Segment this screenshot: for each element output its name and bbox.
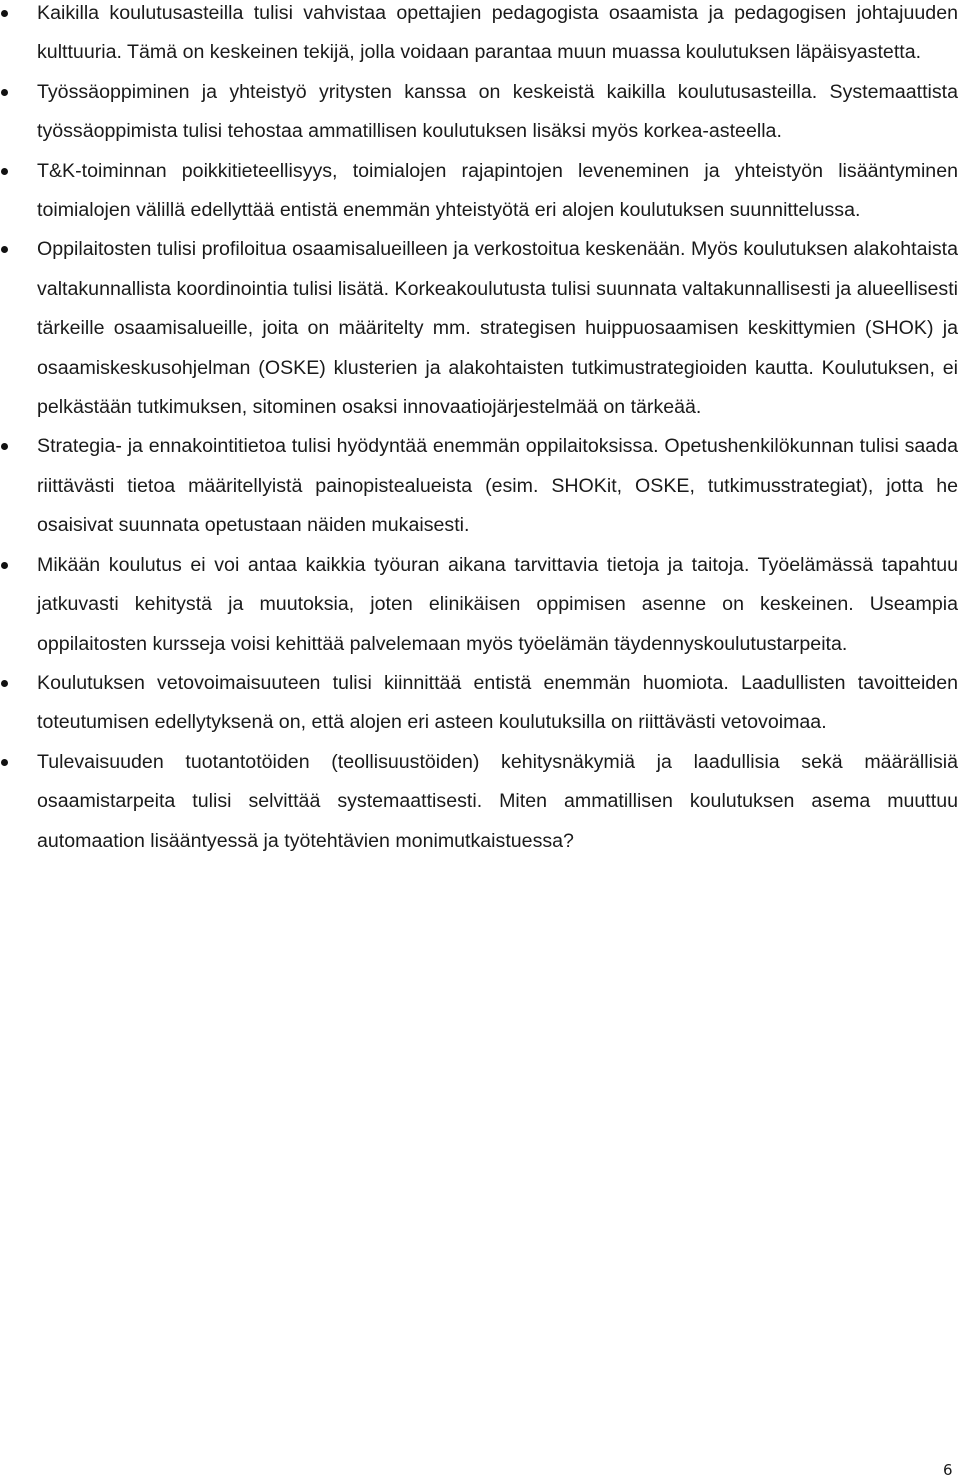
list-item-text: Tulevaisuuden tuotantotöiden (teollisuustöiden) kehitysnäkymiä ja laadullisia sekä määrällisiä osaamistarpeita tulisi selvittää systemaattisesti. Miten ammatillisen koulutuksen asema muuttuu automaation lisääntyessä ja työtehtävien monimutkaistuessa?: [37, 750, 958, 852]
list-item: [0, 546, 960, 664]
page-number: 6: [943, 1461, 953, 1479]
list-item-text: Koulutuksen vetovoimaisuuteen tulisi kiinnittää entistä enemmän huomiota. Laadullisten tavoitteiden toteutumisen edellytyksenä on, että alojen eri asteen koulutuksilla on riittävästi vetovoimaa.: [37, 671, 958, 734]
list-item: [0, 664, 960, 743]
bullet-icon: [1, 168, 8, 175]
list-item-text: Oppilaitosten tulisi profiloitua osaamisalueilleen ja verkostoitua keskenään. Myös koulutuksen alakohtaista valtakunnallista koordinointia tulisi lisätä. Korkeakoulutusta tulisi suunnata valtakunnallisesti ja alueellisesti tärkeille osaamisalueille, joita on määritelty mm. strategisen huippuosaamisen keskittymien (SHOK) ja osaamiskeskusohjelman (OSKE) klusterien ja alakohtaisten tutkimustrategioiden kautta. Koulutuksen, ei pelkästään tutkimuksen, sitominen osaksi innovaatiojärjestelmää on tärkeää.: [37, 238, 958, 419]
list-item: [0, 230, 960, 427]
list-item-text: Kaikilla koulutusasteilla tulisi vahvistaa opettajien pedagogista osaamista ja pedagogisen johtajuuden kulttuuria. Tämä on keskeinen tekijä, jolla voidaan parantaa muun muassa koulutuksen läpäisyastetta.: [37, 2, 958, 64]
bullet-icon: [1, 10, 8, 17]
list-item-text: T&K-toiminnan poikkitieteellisyys, toimialojen rajapintojen leveneminen ja yhteistyön lisääntyminen toimialojen välillä edellyttää entistä enemmän yhteistyötä eri alojen koulutuksen suunnittelussa.: [37, 159, 958, 222]
bullet-icon: [1, 680, 8, 687]
bullet-icon: [1, 89, 8, 96]
list-item: [0, 743, 960, 861]
list-item-text: Strategia- ja ennakointitietoa tulisi hyödyntää enemmän oppilaitoksissa. Opetushenkilökunnan tulisi saada riittävästi tietoa määritellyistä painopistealueista (esim. SHOKit, OSKE, tutkimusstrategiat), jotta he osaisivat suunnata opetustaan näiden mukaisesti.: [37, 435, 958, 537]
list-item: [0, 152, 960, 231]
list-item: [0, 0, 960, 73]
bullet-icon: [1, 443, 8, 450]
bullet-icon: [1, 562, 8, 569]
bullet-icon: [1, 246, 8, 253]
list-item: [0, 73, 960, 152]
list-item-text: Työssäoppiminen ja yhteistyö yritysten kanssa on keskeistä kaikilla koulutusasteilla. Systemaattista työssäoppimista tulisi tehostaa ammatillisen koulutuksen lisäksi myös korkea-asteella.: [37, 80, 958, 143]
bullet-icon: [1, 759, 8, 766]
list-item: [0, 427, 960, 545]
list-item-text: Mikään koulutus ei voi antaa kaikkia työuran aikana tarvittavia tietoja ja taitoja. Työelämässä tapahtuu jatkuvasti kehitystä ja muutoksia, joten elinikäisen oppimisen asenne on keskeinen. Useampia oppilaitosten kursseja voisi kehittää palvelemaan myös työelämän täydennyskoulutustarpeita.: [37, 553, 958, 655]
